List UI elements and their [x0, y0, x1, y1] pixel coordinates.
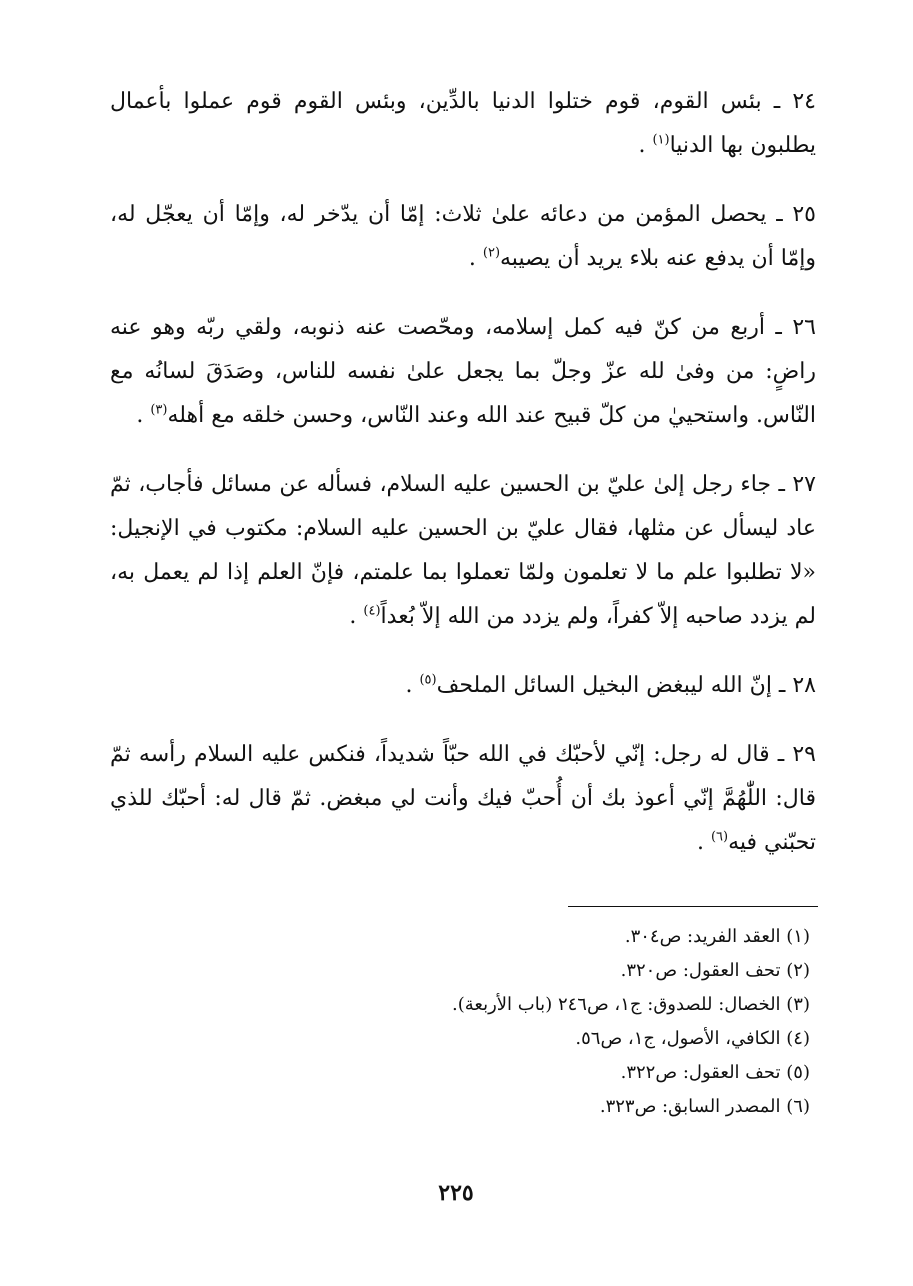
page-number: ٢٢٥ [438, 1180, 474, 1206]
paragraph-text: ٢٨ ـ إنّ الله ليبغض البخيل السائل الملحف [436, 673, 816, 698]
footnote-ref[interactable]: (٤) [363, 603, 381, 619]
footnote-ref[interactable]: (١) [652, 132, 670, 148]
paragraph-27 [110, 463, 816, 639]
paragraph-24 [110, 80, 816, 168]
footnote-4: (٤) الكافي، الأصول، ج١، ص٥٦. [575, 1028, 810, 1049]
paragraph-end: . [638, 133, 646, 158]
footnote-ref[interactable]: (٣) [150, 402, 168, 418]
footnote-5: (٥) تحف العقول: ص٣٢٢. [620, 1062, 810, 1083]
paragraph-text: ٢٥ ـ يحصل المؤمن من دعائه علىٰ ثلاث: إمّا أن يدّخر له، وإمّا أن يعجّل له، وإمّا أن يدفع عنه بلاء يريد أن يصيبه [110, 202, 816, 271]
paragraph-text: ٢٦ ـ أربع من كنّ فيه كمل إسلامه، ومحّصت عنه ذنوبه، ولقي ربّه وهو عنه راضٍ: من وفىٰ لله عزّ وجلّ بما يجعل علىٰ نفسه للناس، وصَدَقَ لسانُه مع النّاس. واستحييٰ من كلّ قبيح عند الله وعند النّاس، وحسن خلقه مع أهله [110, 315, 816, 428]
paragraph-29 [110, 733, 816, 865]
footnote-ref[interactable]: (٥) [419, 672, 437, 688]
paragraph-end: . [405, 673, 413, 698]
footnote-3: (٣) الخصال: للصدوق: ج١، ص٢٤٦ (باب الأربعة). [451, 994, 810, 1015]
paragraph-end: . [349, 604, 357, 629]
paragraph-end: . [696, 830, 704, 855]
footnotes [300, 920, 810, 1124]
paragraph-text: ٢٧ ـ جاء رجل إلىٰ عليّ بن الحسين عليه السلام، فسأله عن مسائل فأجاب، ثمّ عاد ليسأل عن مثلها، فقال عليّ بن الحسين عليه السلام: مكتوب في الإنجيل: «لا تطلبوا علم ما لا تعلمون ولمّا تعملوا بما علمتم، فإنّ العلم إذا لم يعمل به، لم يزدد صاحبه إلاّ كفراً، ولم يزدد من الله إلاّ بُعداً [110, 472, 816, 629]
paragraph-28 [110, 664, 816, 708]
main-text [110, 80, 816, 890]
paragraph-26 [110, 306, 816, 438]
footnote-2: (٢) تحف العقول: ص٣٢٠. [620, 960, 810, 981]
paragraph-end: . [136, 403, 144, 428]
footnote-1: (١) العقد الفريد: ص٣٠٤. [624, 926, 810, 947]
paragraph-end: . [468, 246, 476, 271]
footnote-ref[interactable]: (٢) [482, 245, 501, 261]
paragraph-25 [110, 193, 816, 281]
footnote-6: (٦) المصدر السابق: ص٣٢٣. [599, 1096, 810, 1117]
paragraph-text: ٢٤ ـ بئس القوم، قوم ختلوا الدنيا بالدِّين، وبئس القوم قوم عملوا بأعمال يطلبون بها الدنيا [110, 89, 816, 158]
footnote-ref[interactable]: (٦) [710, 829, 729, 845]
paragraph-text: ٢٩ ـ قال له رجل: إنّي لأحبّك في الله حبّاً شديداً، فنكس عليه السلام رأسه ثمّ قال: اللّٰهُمَّ إنّي أعوذ بك أن أُحبّ فيك وأنت لي مبغض. ثمّ قال له: أحبّك للذي تحبّني فيه [110, 742, 816, 855]
footnote-divider [568, 906, 818, 907]
